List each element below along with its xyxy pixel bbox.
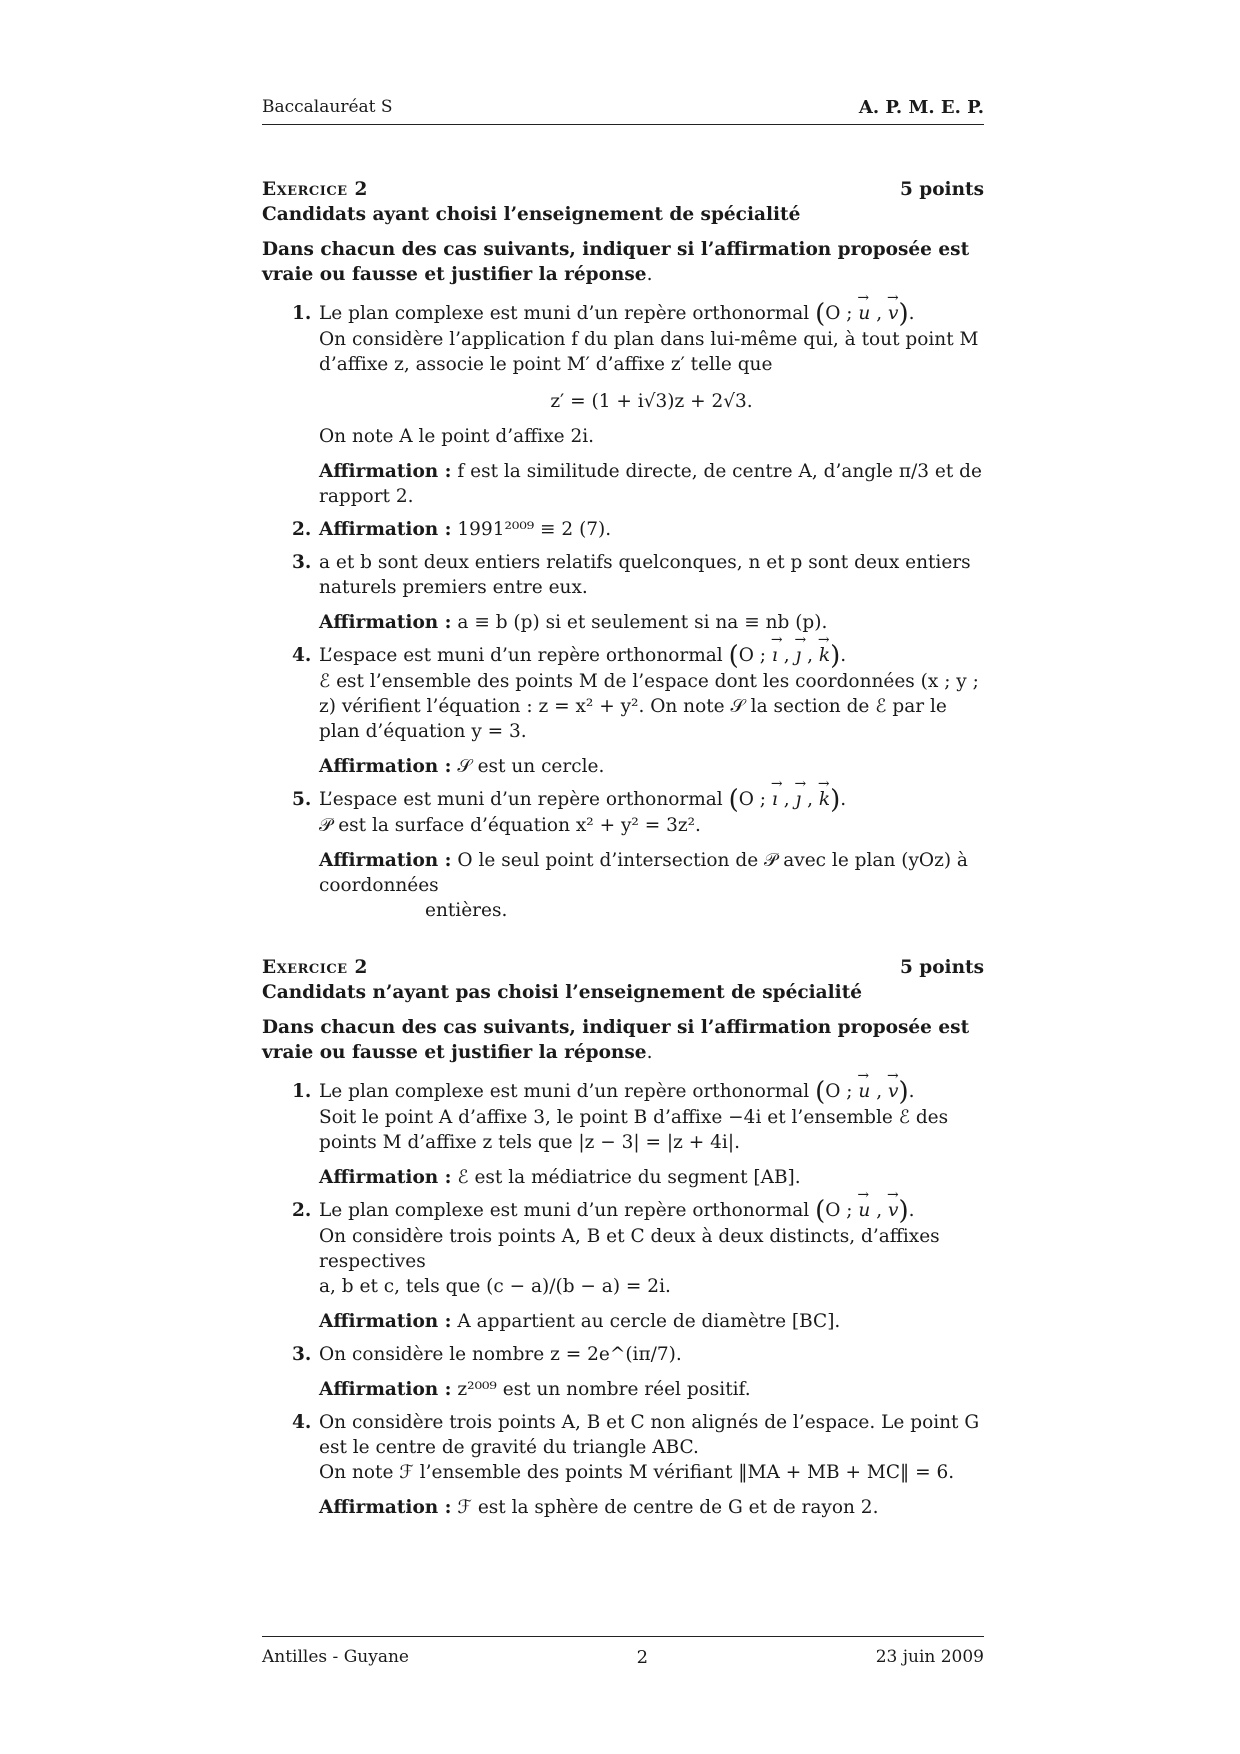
ex2-item-4: 4. On considère trois points A, B et C non alignés de l’espace. Le point G est le centre de gravité du triangle ABC. On note ℱ l’ensemble des points M vérifiant ‖MA + MB + MC‖ = 6. Affirmation : ℱ est la sphère de centre de G et de rayon 2. — [292, 1412, 980, 1518]
ex1-item-1: 1. Le plan complexe est muni d’un repère orthonormal (O ; → u , → v). On considère l’application f du plan dans lui-même qui, à tout point M d’affixe z, associe le point M′ d’affixe z′ telle que z′ = (1 + i√3)z + 2√3. On note A le point d’affixe 2i. Affirmation : f est la similitude directe, de centre A, d’angle π/3 et de rapport 2. — [262, 301, 984, 509]
exercise-2-subtitle: Candidats n’ayant pas choisi l’enseignement de spécialité — [262, 982, 863, 1003]
exercise-1-heading — [262, 177, 984, 202]
page-number: 2 — [636, 1647, 649, 1668]
exercise-2-heading — [262, 955, 984, 980]
ex1-item-2: 2. Affirmation : 1991²⁰⁰⁹ ≡ 2 (7). — [292, 519, 612, 540]
exercise-2-points: 5 points — [899, 957, 984, 978]
exercise-1-subtitle: Candidats ayant choisi l’enseignement de spécialité — [262, 204, 801, 225]
page-footer — [262, 1636, 984, 1668]
ex1-item-1-formula: z′ = (1 + i√3)z + 2√3. — [550, 391, 753, 412]
exercise-1-title: Exercice 2 — [262, 179, 368, 200]
ex1-item-1-text: On considère l’application f du plan dans lui-même qui, à tout point M d’affixe z, associe le point M′ d’affixe z′ telle que — [319, 329, 979, 375]
exercise-1-points: 5 points — [899, 179, 984, 200]
exercise-2-instructions: Dans chacun des cas suivants, indiquer si l’affirmation proposée est vraie ou fausse et justifier la réponse. — [262, 1017, 970, 1063]
ex1-item-1-affirmation: Affirmation : f est la similitude directe, de centre A, d’angle π/3 et de rapport 2. — [319, 461, 982, 507]
exercise-2-title: Exercice 2 — [262, 957, 368, 978]
ex2-item-2: 2. Le plan complexe est muni d’un repère orthonormal (O ; → u , → v). On considère trois points A, B et C deux à deux distincts, d’affixes respectives a, b et c, tels que (c − a)/(b − a) = 2i. Affirmation : A appartient au cercle de diamètre [BC]. — [262, 1198, 984, 1334]
exercise-1-instructions: Dans chacun des cas suivants, indiquer si l’affirmation proposée est vraie ou fausse et justifier la réponse. — [262, 239, 970, 285]
exercise-1-items — [262, 301, 984, 923]
ex1-item-3: 3. a et b sont deux entiers relatifs quelconques, n et p sont deux entiers naturels premiers entre eux. Affirmation : a ≡ b (p) si et seulement si na ≡ nb (p). — [292, 552, 971, 633]
ex2-item-1: 1. Le plan complexe est muni d’un repère orthonormal (O ; → u , → v). Soit le point A d’affixe 3, le point B d’affixe −4i et l’ensemble ℰ des points M d’affixe z tels que |z − 3| = |z + 4i|. Affirmation : ℰ est la médiatrice du segment [AB]. — [262, 1079, 984, 1190]
page — [262, 96, 984, 1528]
ex1-item-4: 4. L’espace est muni d’un repère orthonormal (O ; → ı , → ȷ , → k). ℰ est l’ensemble des points M de l’espace dont les coordonnées (x ; y ; z) vérifient l’équation : z = x² + y². On note 𝒮 la section de ℰ par le plan d’équation y = 3. Affirmation : 𝒮 est un cercle. — [262, 643, 984, 779]
header-left: Baccalauréat S — [262, 97, 393, 117]
page-header — [262, 96, 984, 125]
footer-left: Antilles - Guyane — [262, 1647, 409, 1667]
ex1-item-5: 5. L’espace est muni d’un repère orthonormal (O ; → ı , → ȷ , → k). 𝒫 est la surface d’équation x² + y² = 3z². Affirmation : O le seul point d’intersection de 𝒫 avec le plan (yOz) à coordonnées entières. — [262, 787, 984, 923]
exercise-2-items — [262, 1079, 984, 1520]
ex2-item-3: 3. On considère le nombre z = 2e^(iπ/7). Affirmation : z²⁰⁰⁹ est un nombre réel positif. — [292, 1344, 751, 1400]
header-right: A. P. M. E. P. — [858, 97, 984, 118]
footer-right: 23 juin 2009 — [875, 1647, 984, 1667]
